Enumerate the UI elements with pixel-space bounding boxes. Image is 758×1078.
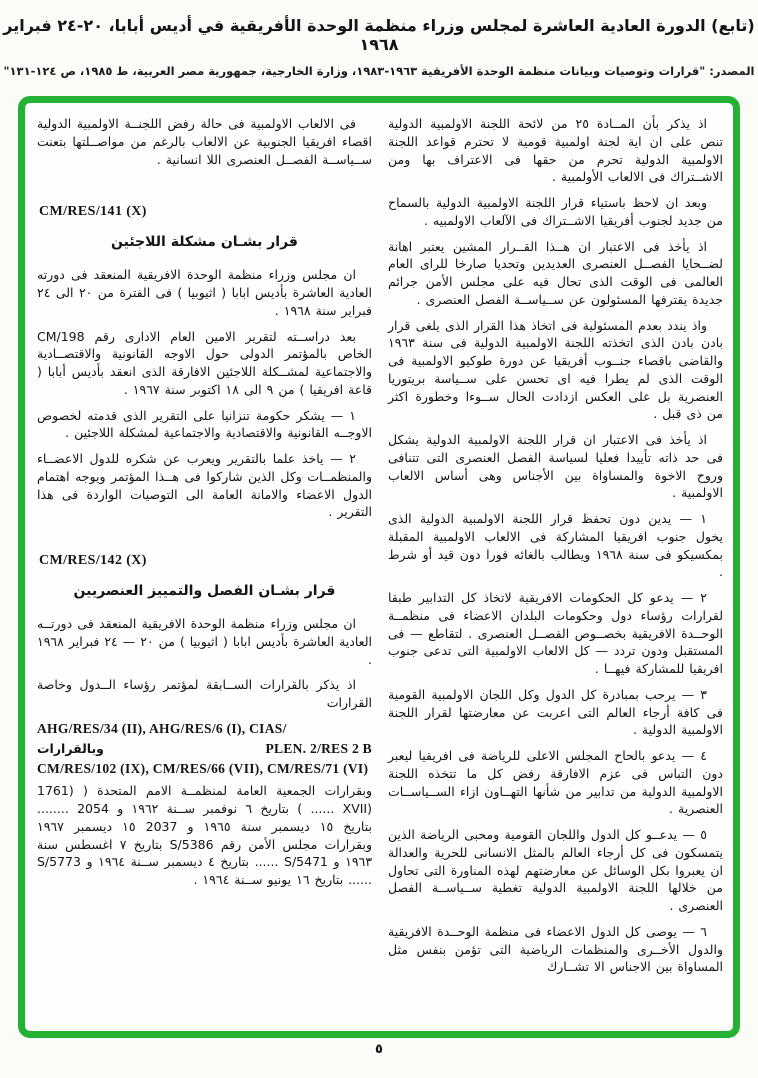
numbered-clause-1: ١ — يدين دون تحفظ قرار اللجنة الاولمبية الدولية الذى يخول جنوب افريقيا المشاركة فى الالعاب الاولمبية المقبلة بمكسيكو فى سنة ١٩٦٨ ويطالب بالغائه فورا دون قيد أو شرط .	[388, 511, 723, 580]
paragraph: واذ يندد بعدم المسئولية فى اتخاذ هذا القرار الذى يلغى قرار بادن بادن الذى اتخذته اللجنة الاولمبية الدولية فى سنة ١٩٦٣ والقاضى باقصاء جنــوب أفريقيا عن دورة طوكيو الاولمبية فى الوقت الذى لم يطرا فيه اى تحسن على ســياسة بريتوريا العنصرية بل على العكس ازدادت الحال ســوءا وخطورة اكثر من ذى قبل .	[388, 317, 723, 422]
resolution-title-141: قرار بشـان مشكلة اللاجئين	[111, 234, 298, 251]
paragraph: ان مجلس وزراء منظمة الوحدة الافريقية المنعقد فى دورته العادية العاشرة بأديس ابابا ( اثيوبيا ) فى الفترة من ٢٠ الى ٢٤ فبراير سنة ١٩٦٨ .	[37, 267, 372, 318]
resolution-code-141: CM/RES/141 (X)	[39, 204, 147, 220]
paragraph: ان مجلس وزراء منظمة الوحدة الافريقية المنعقد فى دورتــه العادية العاشرة بأديس ابابا ( اثيوبيا ) من ٢٠ — ٢٤ فبراير ١٩٦٨ .	[37, 616, 372, 667]
paragraph: اذ يأخذ فى الاعتبار ان قرار اللجنة الاولمبية الدولية يشكل فى حد ذاته تأييدا فعليا لسياسة الفصل العنصرى التى تتنافى وروح الاخوة والمساواة بين الأجناس وهى أساس الالعاب الاولمبية .	[388, 432, 723, 501]
resolution-title-142: قرار بشـان الفصل والتمييز العنصريين	[73, 583, 336, 599]
two-column-layout	[25, 103, 733, 984]
content-border-box	[18, 96, 740, 1038]
numbered-clause-2: ٢ — يدعو كل الحكومات الافريقية لاتخاذ كل التدابير طبقا لقرارات رؤساء دول وحكومات البلدان الاعضاء فى منظمــة الوحــدة الافريقية بخصــوص الفصــل العنصرى . لتقاطع — فى المستقبل ودون تردد — كل الالعاب الاولمبية التى تدعى جنوب افريقيا للمشاركة فيهــا .	[388, 590, 723, 676]
numbered-clause-4: ٤ — يدعو بالحاح المجلس الاعلى للرياضة فى افريقيا ليعبر دون التباس فى عزم الافارقة رفض كل ما تتخذه اللجنة الاولمبية الدولية من تدابير من شأنها التهــاون ازاء الســياســات العنصرية .	[388, 748, 723, 817]
page-title: (تابع) الدورة العادية العاشرة لمجلس وزراء منظمة الوحدة الأفريقية في أديس أبابا، ٢٠-٢٤ فبراير ١٩٦٨	[3, 16, 755, 54]
paragraph: اذ يأخذ فى الاعتبار ان هــذا القــرار المشين يعتبر اهانة لضــحايا الفصــل العنصرى العديدين وتحديا صارخا للراى العام العالمى فى الوقت الذى تحال فيه على مجلس الأمن جرائم جديدة يقترفها المسئولون عن ســياســة الفصل العنصرى .	[388, 238, 723, 307]
spacer	[37, 529, 372, 553]
page-header	[0, 0, 758, 78]
resolution-refs-ahg: AHG/RES/34 (II), AHG/RES/6 (I), CIAS/	[37, 720, 287, 736]
numbered-clause-5: ٥ — يدعــو كل الدول واللجان القومية ومحبى الرياضة الذين يتمسكون فى كل أرجاء العالم بالمثل الانسانى للحرية والعدالة ان يعبروا بكل الوسائل عن معارضتهم لهذه المناورة التى تحاول من خلالها اللجنة الاولمبية الدولية تغطية ســياســة الفصل العنصرى .	[388, 827, 723, 913]
source-line: المصدر: "قرارات وتوصيات وبيانات منظمة الوحدة الأفريقية ١٩٦٣-١٩٨٣، وزارة الخارجية، جمهورية مصر العربية، ط ١٩٨٥، ص ١٢٤-١٣١"	[3, 64, 755, 78]
resolution-code-142: CM/RES/142 (X)	[39, 553, 147, 568]
numbered-clause-1: ١ — يشكر حكومة تنزانيا على التقرير الذى قدمته لخصوص الاوجــه القانونية والاقتصادية والاجتماعية لمشكلة اللاجئين .	[37, 407, 372, 441]
column-right	[388, 115, 723, 984]
resolution-refs-cm: CM/RES/102 (IX), CM/RES/66 (VII), CM/RES/71 (VI)	[37, 761, 369, 777]
page-number: ٥	[375, 1042, 383, 1057]
paragraph: اذ يذكر بأن المــادة ٢٥ من لائحة اللجنة الاولمبية الدولية تنص على ان اية لجنة اولمبية قومية لا تحترم قواعد اللجنة الاولمبية الدولية تحرم من حقها فى الاعتراف بها ومن الاشــتراك فى الالعاب الأولمبية .	[388, 116, 723, 185]
numbered-clause-6: ٦ — يوصى كل الدول الاعضاء فى منظمة الوحــدة الافريقية والدول الأخــرى والمنظمات الرياضية التى تؤمن بنفس مثل المساواة بين الاجناس الا تشــارك	[388, 923, 723, 975]
paragraph: وبعد ان لاحظ باستياء قرار اللجنة الاولمبية الدولية بالسماح من جديد لجنوب أفريقيا الاشــتراك فى الآلعاب الاولمبيه .	[388, 195, 723, 228]
numbered-clause-3: ٣ — يرحب بمبادرة كل الدول وكل اللجان الاولمبية القومية فى كافة أرجاء العالم التى اعربت عن معارضتها لقرار اللجنة الاولمبية الدولية .	[388, 686, 723, 738]
recall-paragraph: اذ يذكر بالقرارات الســابقة لمؤتمر رؤساء الــدول وخاصة القرارات	[37, 677, 372, 710]
resolution-refs-mixed-line	[37, 740, 372, 758]
spacer	[37, 176, 372, 204]
wa-bil-qararat-label: وبالقرارات	[37, 740, 104, 756]
paragraph: بعد دراســته لتقرير الامين العام الادارى رقم CM/198 الخاص بالمؤتمر الدولى حول الاوجه القانونية والاقتصــادية والاجتماعية لمشــكلة اللاجئين الافارقة الذى انعقد بأديس أبابا ( قاعة افريقيا ) من ٩ الى ١٨ اكتوبر سنة ١٩٦٧ .	[37, 328, 372, 397]
column-left	[37, 115, 372, 984]
un-resolutions-paragraph: وبقرارات الجمعية العامة لمنظمــة الامم المتحدة ( (1761 (XVII ...... ) بتاريخ ٦ نوفمبر ســنة ١٩٦٢ و 2054 ........ بتاريخ ١٥ ديسمبر سنة ١٩٦٥ و 2037 ١٥ ديسمبر ١٩٦٧ وبقرارات مجلس الأمن رقم S/5386 بتاريخ ٧ اغسطس سنة ١٩٦٣ و S/5471 ...... بتاريخ ٤ ديسمبر ســنة ١٩٦٤ و S/5773 ...... بتاريخ ١٦ يونيو ســنة ١٩٦٤ .	[37, 783, 373, 888]
continuation-paragraph: فى الالعاب الاولمبية فى حالة رفض اللجنــة الاولمبية الدولية اقصاء افريقيا الجنوبية عن الالعاب بالرغم من مواصــلتها بتعنت ســياســة الفصــل العنصرى اللا انسانية .	[37, 116, 372, 167]
resolution-refs-plen: PLEN. 2/RES 2 B	[265, 740, 372, 756]
numbered-clause-2: ٢ — ياخذ علما بالتقرير ويعرب عن شكره للدول الاعضــاء والمنظمــات وكل الذين شاركوا فى هــذا المؤتمر ويوجه اهتمام الدول الاعضاء والامانة العامة الى التوصيات الواردة فى هذا التقرير .	[37, 451, 372, 520]
